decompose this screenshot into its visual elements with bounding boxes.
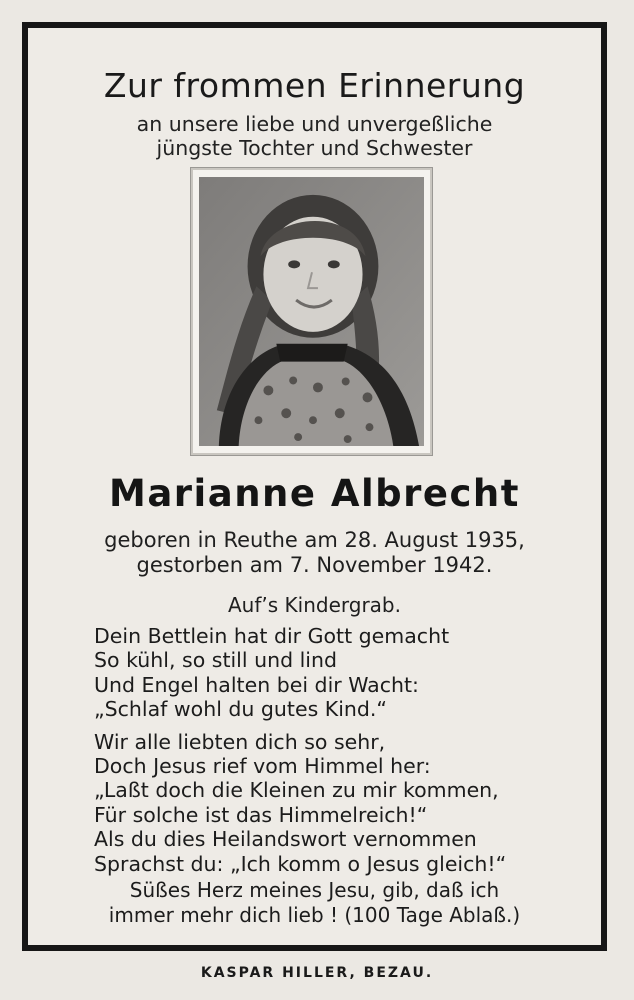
portrait-frame [191,168,432,455]
poem-title: Auf’s Kindergrab. [228,593,401,617]
life-dates [28,528,601,578]
birth-line: geboren in Reuthe am 28. August 1935, [104,528,525,552]
poem [94,624,506,876]
prayer-line-2: immer mehr dich lieb ! (100 Tage Ablaß.) [108,903,521,927]
subtitle-line-2: jüngste Tochter und Schwester [156,136,473,160]
stanza-gap [94,722,506,730]
poem-line: Dein Bettlein hat dir Gott gemacht [94,624,450,648]
poem-line: Doch Jesus rief vom Himmel her: [94,754,431,779]
poem-line: So kühl, so still und lind [94,648,337,673]
poem-line: Wir alle liebten dich so sehr, [94,729,386,754]
subtitle-line-1: an unsere liebe und unvergeßliche [136,112,493,136]
death-line: gestorben am 7. November 1942. [136,553,493,577]
poem-line: „Laßt doch die Kleinen zu mir kommen, [94,778,499,803]
printer-imprint: KASPAR HILLER, BEZAU. [200,965,434,981]
portrait-photo [199,177,424,446]
poem-line: Als du dies Heilandswort vernommen [94,827,477,852]
prayer [28,878,601,928]
card-title: Zur frommen Erinnerung [103,66,526,105]
poem-line: Und Engel halten bei dir Wacht: [94,672,419,697]
poem-line: Sprachst du: „Ich komm o Jesus gleich!“ [94,851,507,876]
poem-line: „Schlaf wohl du gutes Kind.“ [94,697,388,722]
memorial-card [22,22,607,951]
prayer-line-1: Süßes Herz meines Jesu, gib, daß ich [129,878,500,902]
deceased-name: Marianne Albrecht [109,472,520,515]
poem-line: Für solche ist das Himmelreich!“ [94,802,428,827]
